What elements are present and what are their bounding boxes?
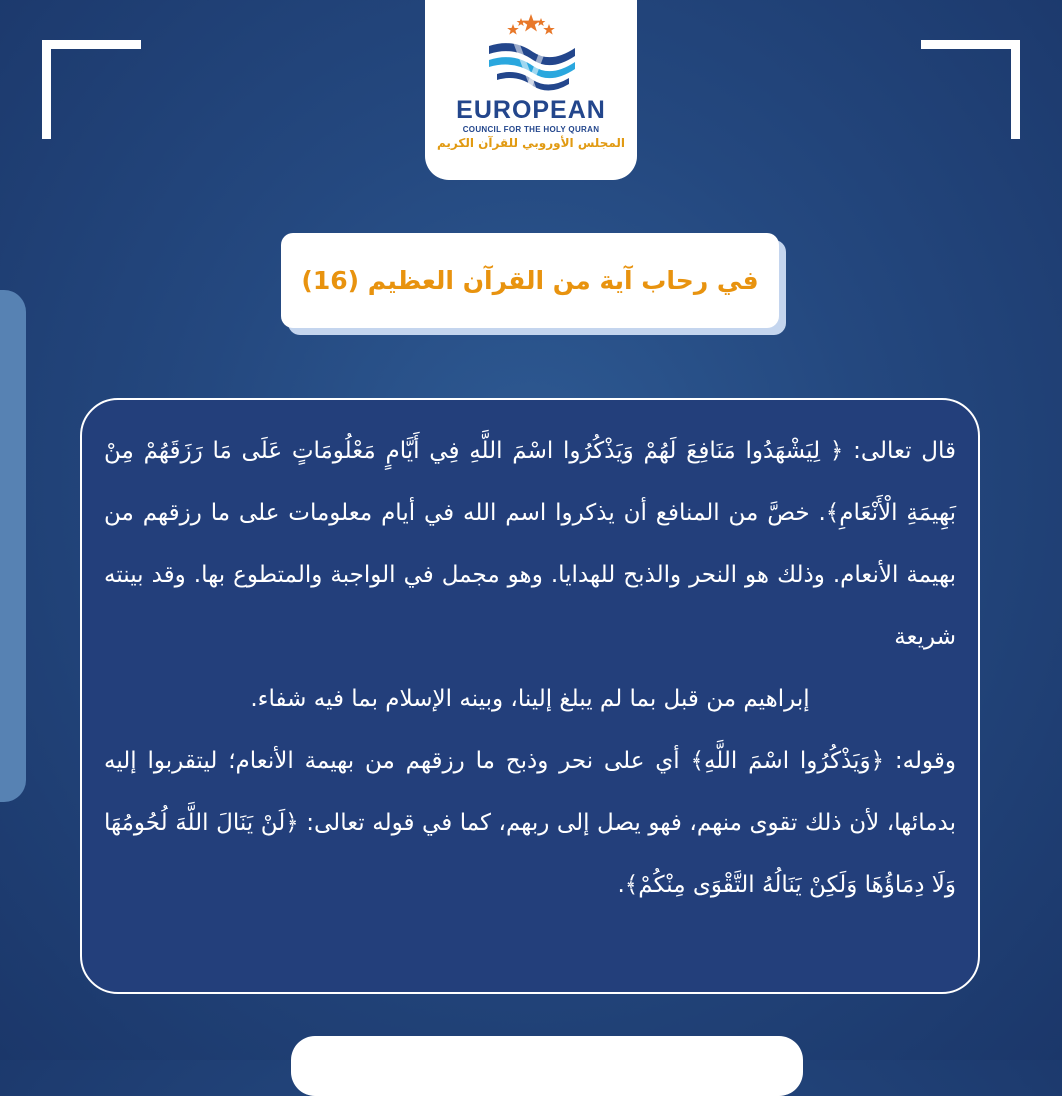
title-box xyxy=(281,233,779,328)
page-title: في رحاب آية من القرآن العظيم (16) xyxy=(301,266,759,295)
corner-bracket-top-right xyxy=(921,40,1020,139)
paragraph: إبراهيم من قبل بما لم يبلغ إلينا، وبينه الإسلام بما فيه شفاء. xyxy=(250,686,810,712)
logo-arabic-name: المجلس الأوروبي للقرآن الكريم xyxy=(436,136,626,150)
logo-name: EUROPEAN xyxy=(456,96,606,124)
corner-bracket-top-left xyxy=(42,40,141,139)
logo-card xyxy=(425,0,637,180)
side-decoration-tab xyxy=(0,290,26,802)
paragraph: وقوله: ﴿وَيَذْكُرُوا اسْمَ اللَّهِ﴾ أي على نحر وذبح ما رزقهم من بهيمة الأنعام؛ ليتقربوا إليه بدمائها، لأن ذلك تقوى منهم، فهو يصل إلى ربهم، كما في قوله تعالى: ﴿لَنْ يَنَالَ اللَّهَ لُحُومُهَا وَلَا دِمَاؤُهَا وَلَكِنْ يَنَالُهُ التَّقْوَى مِنْكُمْ﴾. xyxy=(104,748,956,898)
council-logo-icon xyxy=(483,12,579,96)
article-body xyxy=(104,420,956,916)
bottom-decoration-tab xyxy=(291,1036,803,1096)
paragraph: قال تعالى: ﴿ لِيَشْهَدُوا مَنَافِعَ لَهُمْ وَيَذْكُرُوا اسْمَ اللَّهِ فِي أَيَّامٍ مَعْلُومَاتٍ عَلَى مَا رَزَقَهُمْ مِنْ بَهِيمَةِ الْأَنْعَامِ﴾. خصَّ من المنافع أن يذكروا اسم الله في أيام معلومات على ما رزقهم من بهيمة الأنعام. وذلك هو النحر والذبح للهدايا. وهو مجمل في الواجبة والمتطوع بها. وقد بينته شريعة xyxy=(104,438,956,650)
logo-subtitle: COUNCIL FOR THE HOLY QURAN xyxy=(462,125,600,134)
